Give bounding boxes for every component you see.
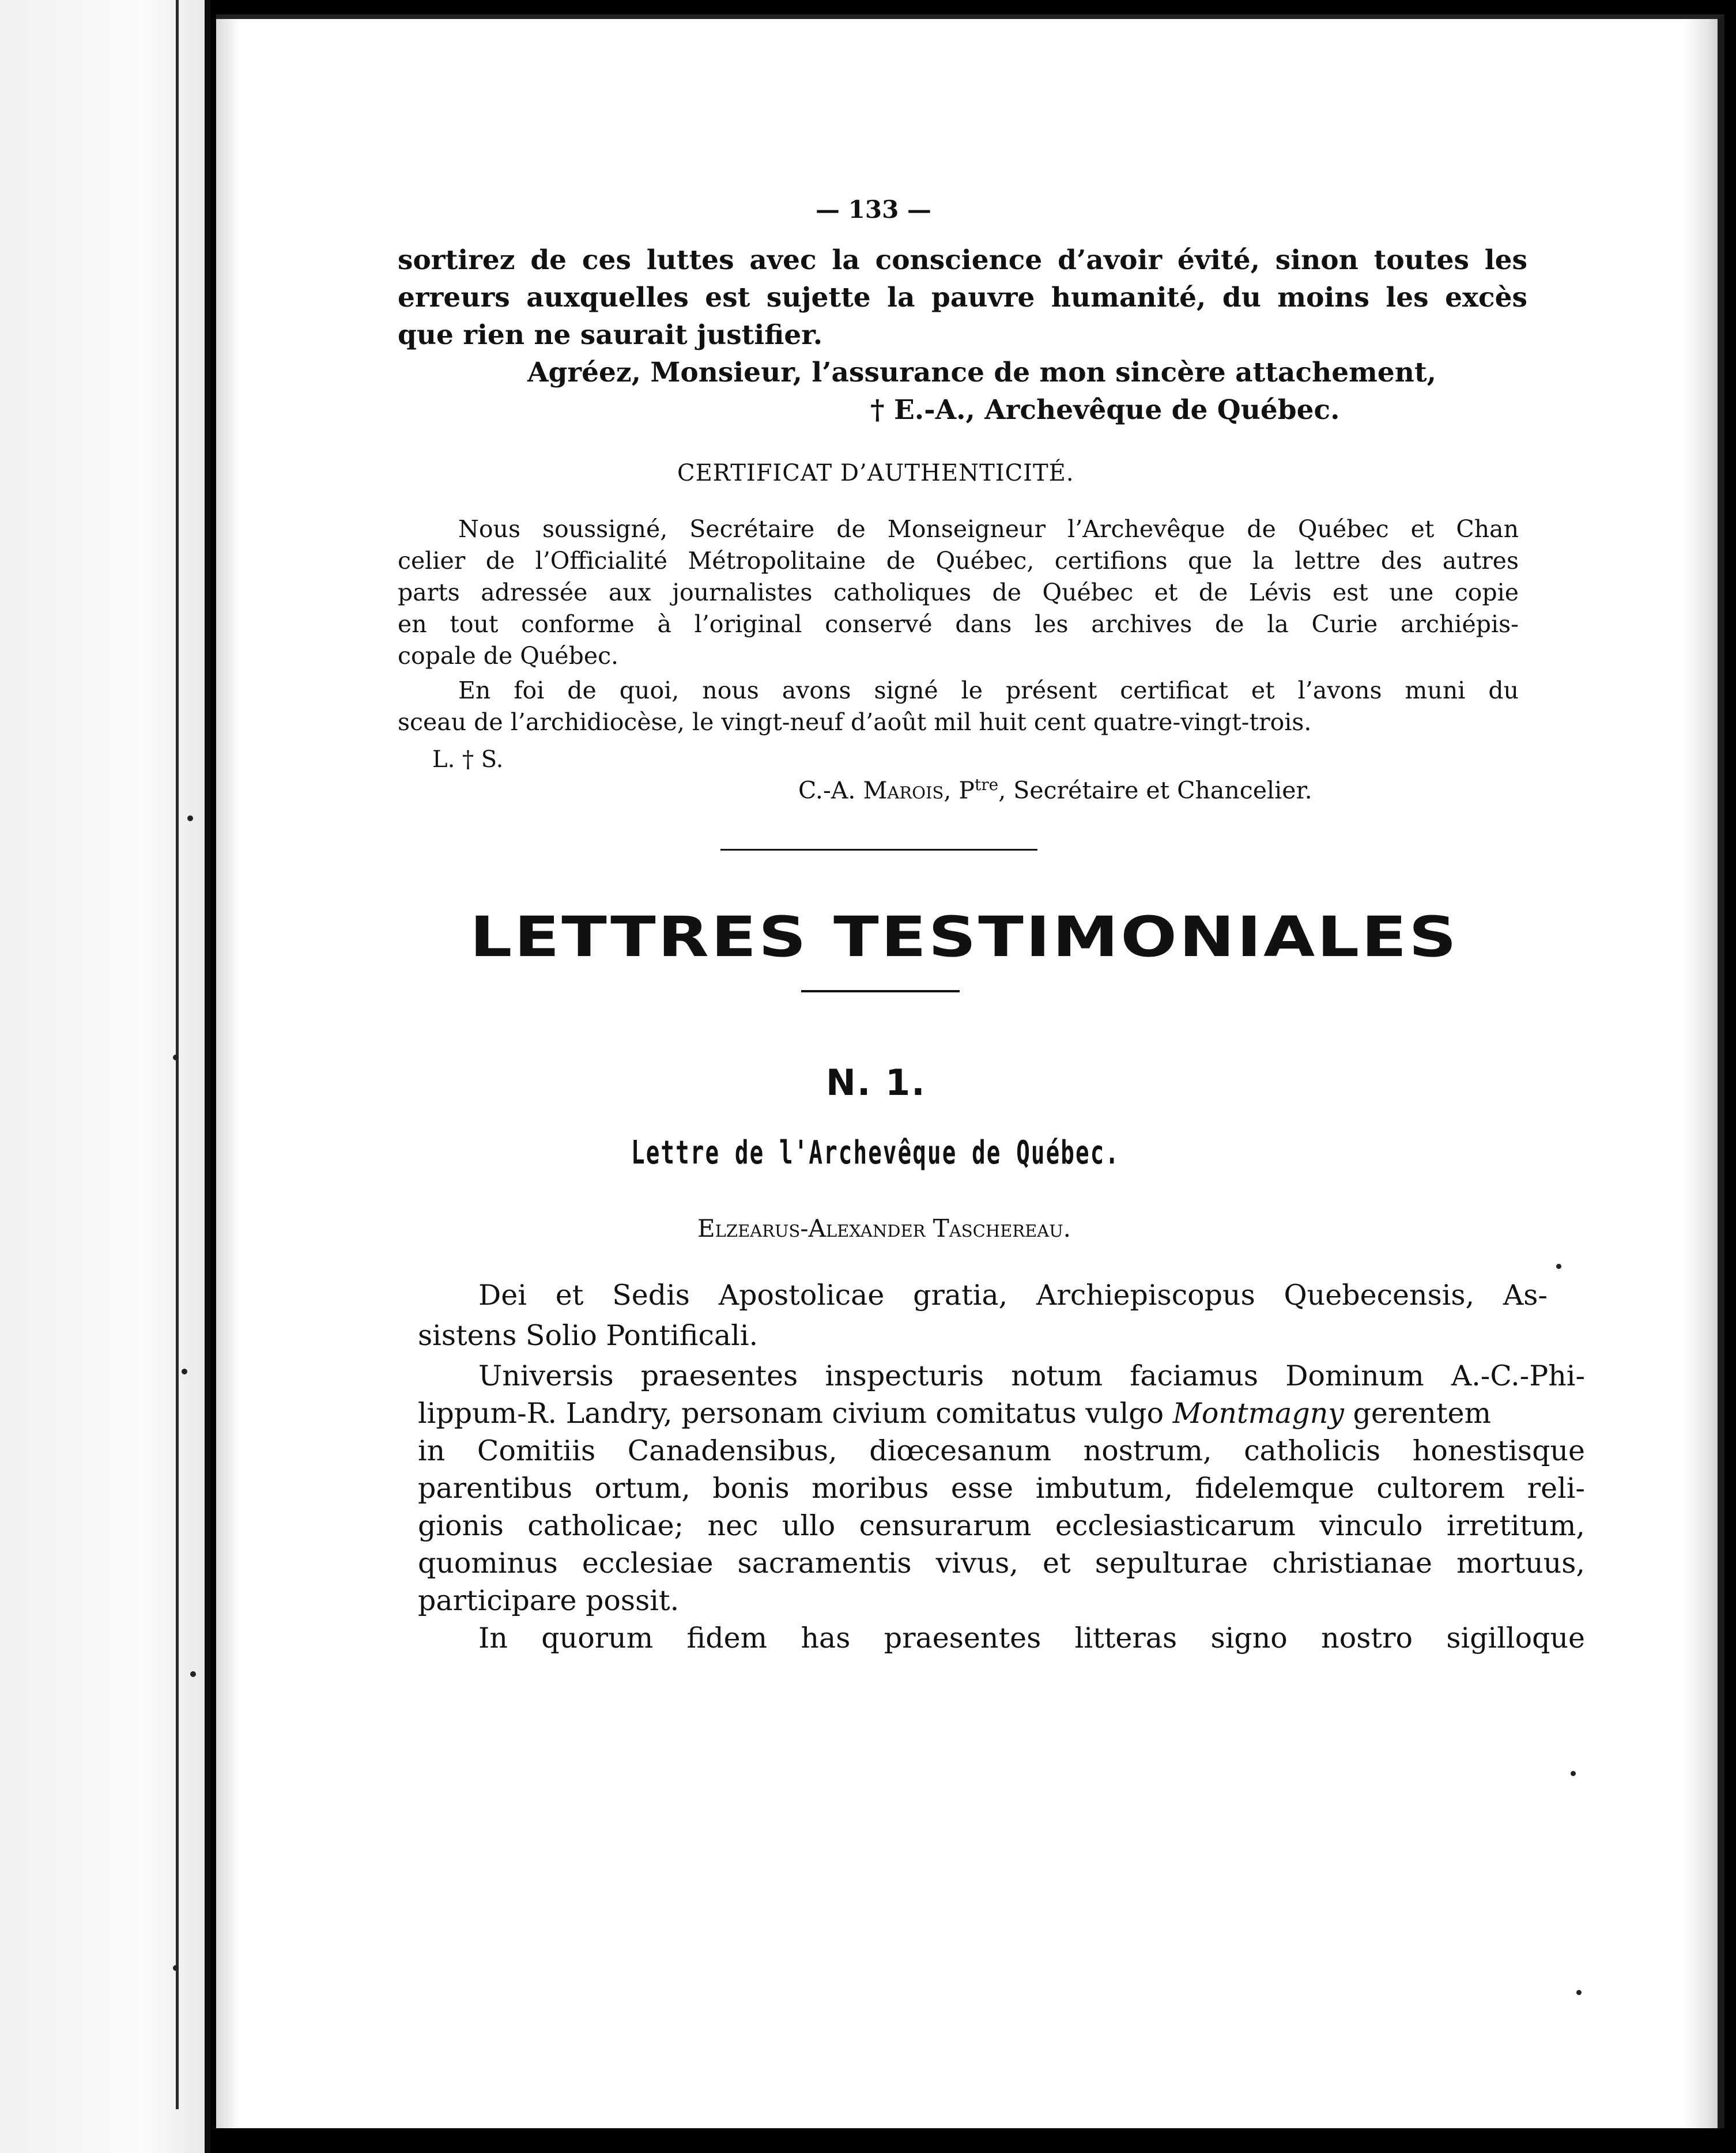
page-speck (1556, 1264, 1561, 1269)
left-page-edge (0, 0, 210, 2153)
certificate-line: en tout conforme à l’original conservé dans les archives de la Curie archiépis- (398, 610, 1519, 638)
letter-closing: Agréez, Monsieur, l’assurance de mon sincère attachement, (527, 357, 1437, 388)
letter-text-line: que rien ne saurait justifier. (398, 319, 823, 351)
latin-line (418, 1397, 1585, 1430)
certificate-title: CERTIFICAT D’AUTHENTICITÉ. (677, 460, 1074, 486)
latin-text: lippum-R. Landry, personam civium comitatus vulgo (418, 1397, 1173, 1430)
certificate-line: Nous soussigné, Secrétaire de Monseigneur l’Archevêque de Québec et Chan (458, 515, 1519, 543)
letter-title: Lettre de l'Archevêque de Québec. (631, 1134, 1120, 1172)
certificate-line: copale de Québec. (398, 642, 619, 670)
book-page (216, 14, 1724, 2128)
page-speck (1571, 1771, 1576, 1776)
latin-line: sistens Solio Pontificali. (418, 1319, 758, 1352)
latin-italic-place: Montmagny (1172, 1397, 1344, 1430)
latin-line: parentibus ortum, bonis moribus esse imbutum, fidelemque cultorem reli- (418, 1472, 1585, 1505)
title-underline (801, 990, 960, 992)
certificate-line: sceau de l’archidiocèse, le vingt-neuf d’août mil huit cent quatre-vingt-trois. (398, 708, 1312, 736)
latin-line: quominus ecclesiae sacramentis vivus, et sepulturae christianae mortuus, (418, 1547, 1585, 1580)
certificate-signer (798, 777, 1312, 803)
section-title: LETTRES TESTIMONIALES (470, 905, 1459, 969)
page-fold-shadow (216, 19, 239, 2128)
edge-speck (190, 1671, 196, 1677)
letter-text-line: erreurs auxquelles est sujette la pauvre humanité, du moins les excès (398, 282, 1527, 313)
latin-line: In quorum fidem has praesentes litteras signo nostro sigilloque (478, 1622, 1585, 1655)
letter-author: Elzearus-Alexander Taschereau. (697, 1214, 1071, 1242)
latin-line: in Comitiis Canadensibus, diœcesanum nostrum, catholicis honestisque (418, 1434, 1585, 1467)
letter-text-line: sortirez de ces luttes avec la conscience d’avoir évité, sinon toutes les (398, 244, 1527, 276)
latin-line: Universis praesentes inspecturis notum faciamus Dominum A.-C.-Phi- (478, 1359, 1585, 1392)
certificate-line: En foi de quoi, nous avons signé le présent certificat et l’avons muni du (458, 677, 1519, 704)
edge-speck (173, 1055, 179, 1060)
latin-line: gionis catholicae; nec ullo censurarum ecclesiasticarum vinculo irretitum, (418, 1509, 1585, 1542)
signer-superscript: tre (974, 775, 999, 794)
seal-mark: L. † S. (432, 746, 504, 773)
signer-name: C.-A. Marois, P (798, 776, 975, 804)
letter-signature: † E.-A., Archevêque de Québec. (870, 394, 1340, 426)
signer-title: , Secrétaire et Chancelier. (998, 776, 1312, 804)
page-speck (1576, 1990, 1582, 1995)
certificate-line: celier de l’Officialité Métropolitaine de Québec, certifions que la lettre des autres (398, 547, 1519, 575)
edge-speck (173, 1965, 179, 1971)
document-number: N. 1. (826, 1062, 926, 1104)
section-divider (720, 849, 1037, 851)
latin-line: participare possit. (418, 1584, 680, 1617)
edge-speck (182, 1369, 187, 1374)
edge-speck (187, 815, 193, 821)
certificate-line: parts adressée aux journalistes catholiques de Québec et de Lévis est une copie (398, 579, 1519, 606)
page-number: — 133 — (816, 195, 931, 224)
page-right-edge (1683, 19, 1718, 2128)
latin-text: gerentem (1343, 1397, 1492, 1430)
latin-line: Dei et Sedis Apostolicae gratia, Archiepiscopus Quebecensis, As- (478, 1279, 1548, 1312)
